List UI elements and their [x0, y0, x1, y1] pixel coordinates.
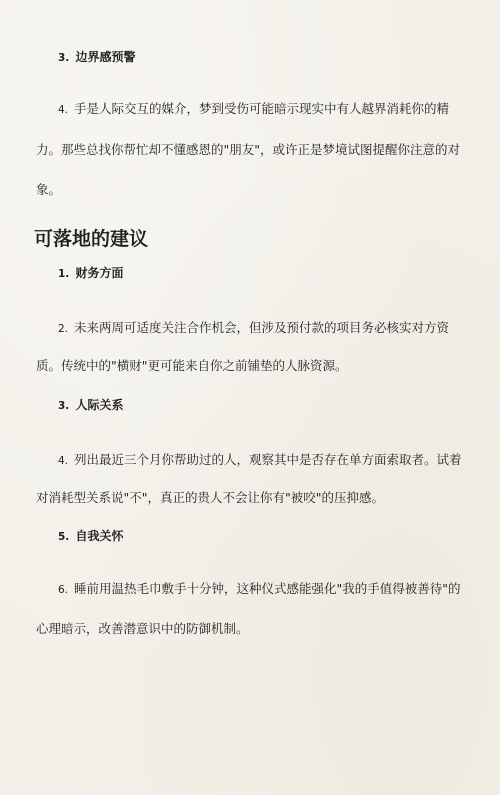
paragraph-line: 质。传统中的"横财"更可能来自你之前铺垫的人脉资源。	[36, 358, 348, 373]
item-title: 边界感预警	[75, 50, 136, 64]
paragraph-text: 手是人际交互的媒介，梦到受伤可能暗示现实中有人越界消耗你的精	[74, 101, 450, 116]
paragraph-line	[58, 100, 474, 119]
item-title: 自我关怀	[75, 529, 124, 543]
list-item-title	[58, 264, 474, 283]
item-title: 财务方面	[75, 266, 124, 280]
list-number: 4.	[58, 455, 69, 467]
paragraph-line	[58, 451, 474, 470]
paragraph-text: 列出最近三个月你帮助过的人，观察其中是否存在单方面索取者。试着	[74, 452, 462, 467]
paragraph-line: 心理暗示，改善潜意识中的防御机制。	[36, 621, 249, 636]
paragraph-text: 未来两周可适度关注合作机会，但涉及预付款的项目务必核实对方资	[74, 320, 450, 335]
list-number: 3.	[58, 52, 70, 64]
list-item-title	[58, 396, 474, 415]
paragraph-line: 对消耗型关系说"不"，真正的贵人不会让你有"被咬"的压抑感。	[36, 490, 384, 505]
list-number: 2.	[58, 323, 69, 335]
list-number: 5.	[58, 531, 70, 543]
list-number: 6.	[58, 584, 69, 596]
section-heading: 可落地的建议	[34, 228, 149, 250]
list-item-title	[58, 48, 474, 67]
list-number: 3.	[58, 400, 70, 412]
list-number: 4.	[58, 104, 69, 116]
paragraph-line	[58, 319, 474, 338]
list-item-title	[58, 527, 474, 546]
paragraph-line: 象。	[36, 182, 62, 197]
paragraph-line	[58, 580, 474, 599]
paragraph-text: 睡前用温热毛巾敷手十分钟，这种仪式感能强化"我的手值得被善待"的	[74, 581, 461, 596]
paragraph-line: 力。那些总找你帮忙却不懂感恩的"朋友"，或许正是梦境试图提醒你注意的对	[36, 142, 461, 157]
list-number: 1.	[58, 268, 70, 280]
item-title: 人际关系	[75, 398, 124, 412]
